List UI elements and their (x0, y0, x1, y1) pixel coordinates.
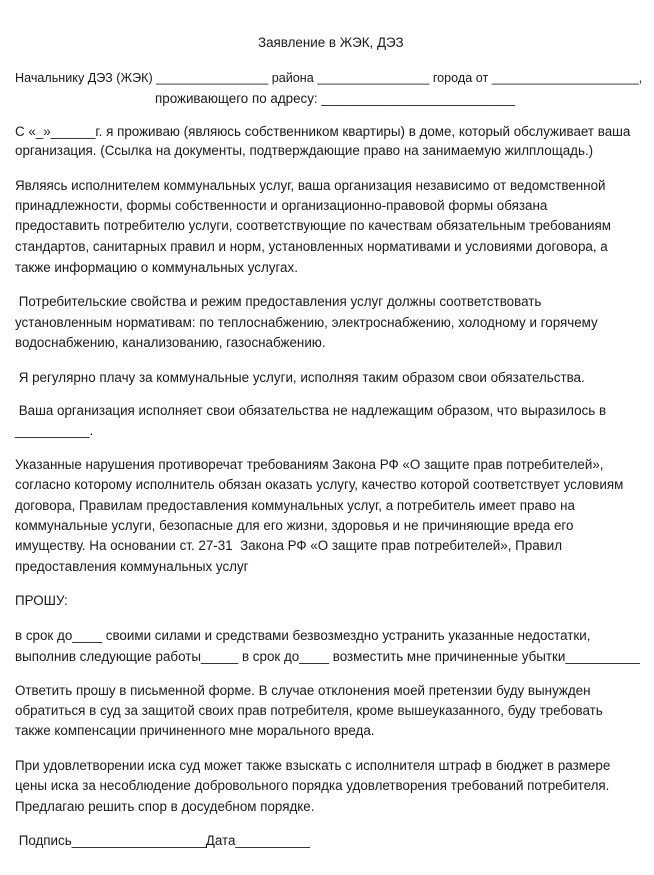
paragraph-6-line: согласно которому исполнитель обязан оказать услугу, качество которой соответствует условиям (15, 477, 624, 492)
paragraph-5-line: __________. (15, 423, 94, 438)
paragraph-2-line: предоставить потребителю услуги, соответствующие по качествам обязательным требованиям (15, 218, 611, 233)
paragraph-8-line: обратиться в суд за защитой своих прав потребителя, кроме вышеуказанного, буду требовать (15, 703, 603, 718)
header-line-2: проживающего по адресу: __________________________ (155, 91, 515, 106)
paragraph-6-line: предоставления коммунальных услуг (15, 559, 249, 574)
paragraph-7-line: выполнив следующие работы_____ в срок до____ возместить мне причиненные убытки__________ (15, 649, 640, 664)
paragraph-6-line: Указанные нарушения противоречат требованиям Закона РФ «О защите прав потребителей», (15, 457, 604, 472)
paragraph-1-line: С «_»______г. я проживаю (являюсь собственником квартиры) в доме, который обслуживает ваша (15, 124, 631, 139)
paragraph-7-line: в срок до____ своими силами и средствами безвозмездно устранить указанные недостатки, (15, 628, 591, 643)
paragraph-3-line: водоснабжению, канализованию, газоснабжению. (15, 335, 326, 350)
paragraph-2-line: стандартов, санитарных правил и норм, установленных нормативами и условиями договора, а (15, 239, 608, 254)
paragraph-6-line: имуществу. На основании ст. 27-31 Закона РФ «О защите прав потребителей», Правил (15, 538, 563, 553)
request-label: ПРОШУ: (15, 593, 68, 608)
paragraph-3-line: Потребительские свойства и режим предоставления услуг должны соответствовать (15, 294, 542, 309)
paragraph-8-line: также компенсации причиненного мне морального вреда. (15, 723, 375, 738)
paragraph-8-line: Ответить прошу в письменной форме. В случае отклонения моей претензии буду вынужден (15, 683, 591, 698)
paragraph-5-line: Ваша организация исполняет свои обязательства не надлежащим образом, что выразилось в (15, 403, 607, 418)
paragraph-4-line: Я регулярно плачу за коммунальные услуги, исполняя таким образом свои обязательства. (15, 370, 585, 385)
paragraph-2-line: Являясь исполнителем коммунальных услуг, ваша организация независимо от ведомственной (15, 178, 606, 193)
paragraph-6-line: коммунальные услуги, безопасные для его жизни, здоровья и не причиняющие вреда его (15, 518, 574, 533)
header-line-1: Начальнику ДЭЗ (ЖЭК) ________________ района ________________ города от _____________________, (15, 71, 643, 85)
paragraph-6-line: договора, Правилам предоставления коммунальных услуг, а потребитель имеет право на (15, 498, 575, 513)
paragraph-9-line: цены иска за несоблюдение добровольного порядка удовлетворения требований потребителя. (15, 778, 610, 793)
signature-line: Подпись__________________Дата__________ (15, 833, 310, 848)
paragraph-9-line: Предлагаю решить спор в досудебном порядке. (15, 799, 315, 814)
document-title: Заявление в ЖЭК, ДЭЗ (258, 35, 404, 50)
paragraph-2-line: принадлежности, формы собственности и организационно-правовой формы обязана (15, 198, 548, 213)
paragraph-2-line: также информацию о коммунальных услугах. (15, 260, 298, 275)
paragraph-9-line: При удовлетворении иска суд может также взыскать с исполнителя штраф в бюджет в размере (15, 758, 611, 773)
paragraph-3-line: установленным нормативам: по теплоснабжению, электроснабжению, холодному и горячему (15, 315, 598, 330)
paragraph-1-line: организация. (Ссылка на документы, подтверждающие право на занимаемую жилплощадь.) (15, 143, 594, 158)
